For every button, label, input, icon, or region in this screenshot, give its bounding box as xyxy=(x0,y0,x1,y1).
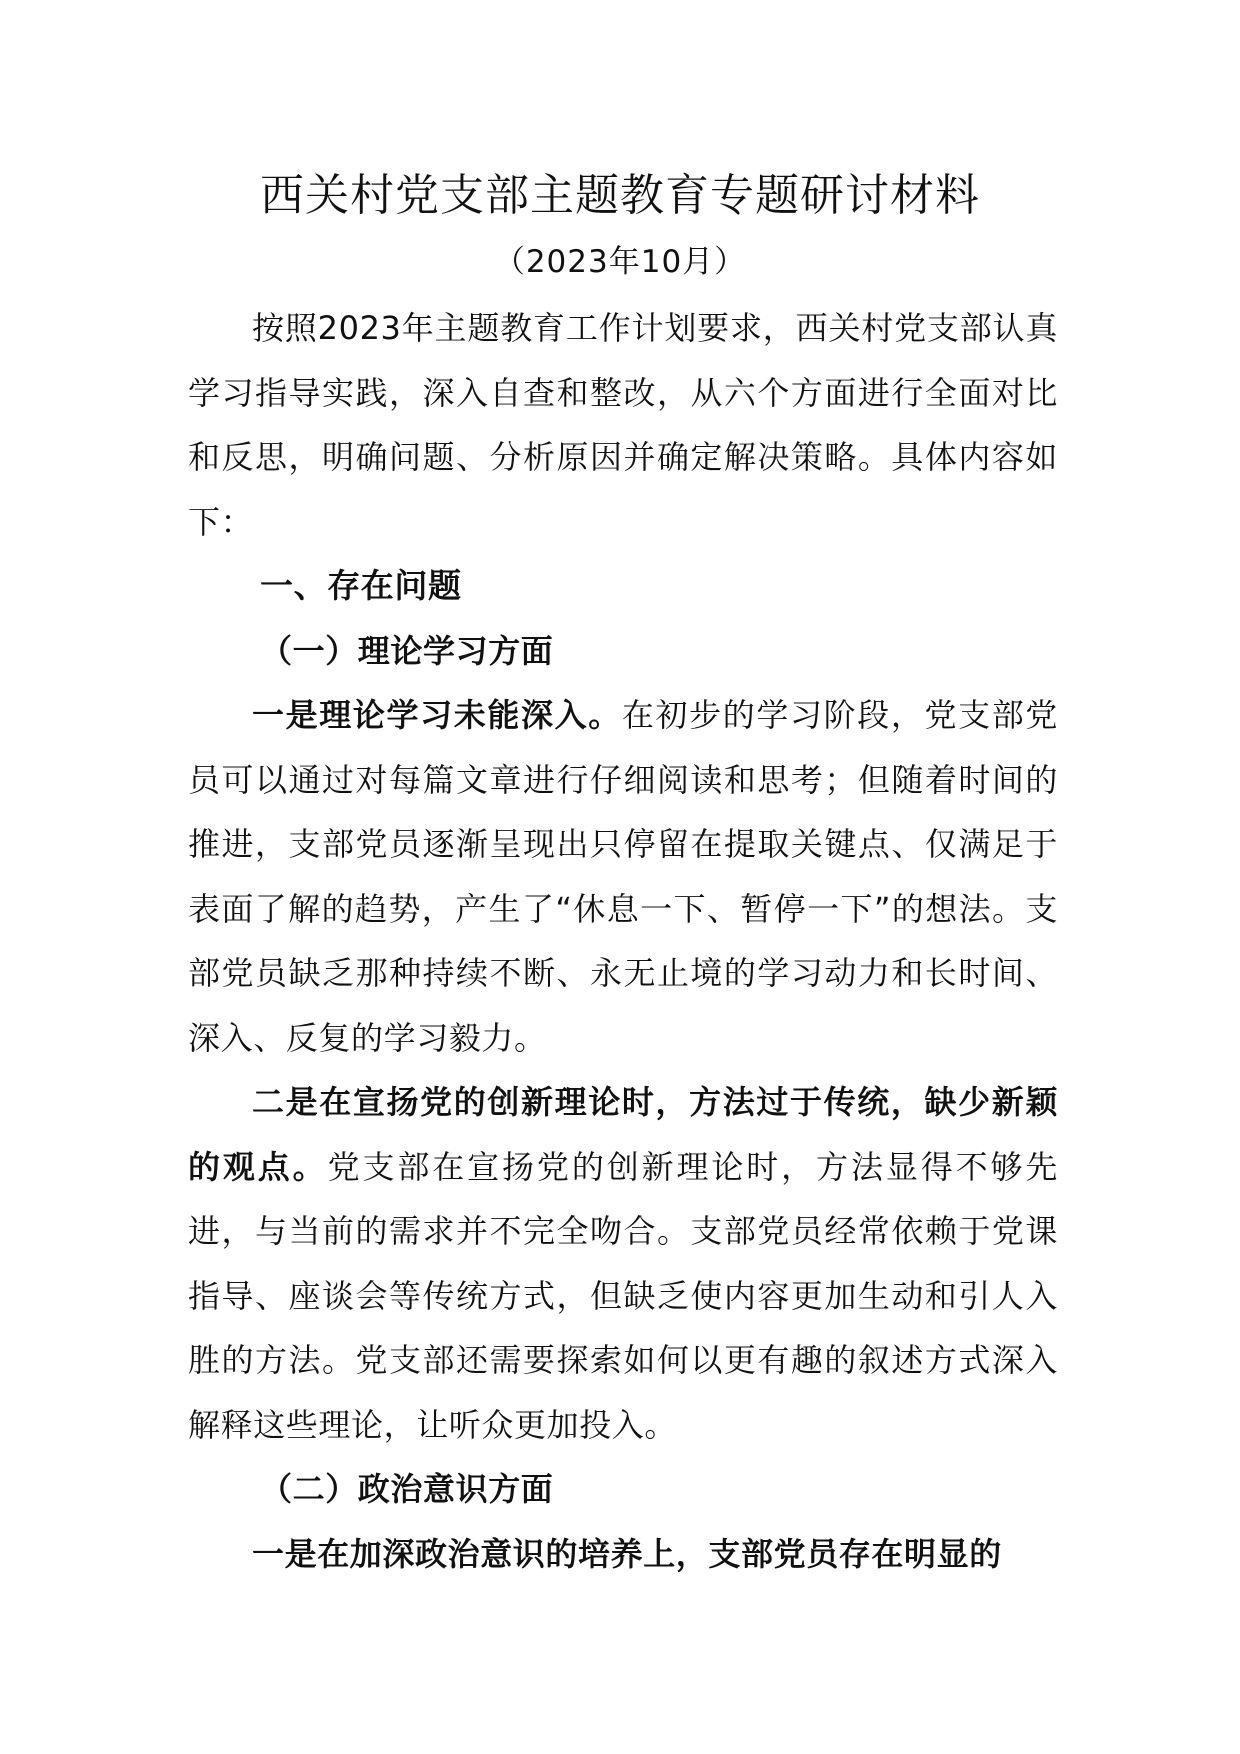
subsection-heading-politics: （二）政治意识方面 xyxy=(260,1470,554,1508)
paragraph-text: 党支部在宣扬党的创新理论时，方法显得不够先进，与当前的需求并不完全吻合。支部党员经常依赖于党课指导、座谈会等传统方式，但缺乏使内容更加生动和引人入胜的方法。党支部还需要探索如何以更有趣的叙述方式深入解释这些理论，让听众更加投入。 xyxy=(188,1147,1058,1444)
paragraph-lead: 一是理论学习未能深入。 xyxy=(252,696,622,734)
paragraph-text: 在初步的学习阶段，党支部党员可以通过对每篇文章进行仔细阅读和思考；但随着时间的推进，支部党员逐渐呈现出只停留在提取关键点、仅满足于表面了解的趋势，产生了“休息一下、暂停一下”的想法。支部党员缺乏那种持续不断、永无止境的学习动力和长时间、深入、反复的学习毅力。 xyxy=(188,696,1058,1057)
intro-paragraph: 按照2023年主题教育工作计划要求，西关村党支部认真学习指导实践，深入自查和整改，从六个方面进行全面对比和反思，明确问题、分析原因并确定解决策略。具体内容如下： xyxy=(188,309,1058,541)
subsection-heading-theory: （一）理论学习方面 xyxy=(260,631,554,670)
paragraph-theory-2 xyxy=(188,1070,1058,1457)
paragraph-politics-1 xyxy=(188,1522,1058,1587)
paragraph-lead: 一是在加深政治意识的培养上，支部党员存在明显的 xyxy=(252,1534,1002,1573)
document-body xyxy=(188,296,1058,1586)
document-title: 西关村党支部主题教育专题研讨材料 xyxy=(260,170,980,221)
paragraph-lead: 二是在宣扬党的创新理论时，方法过于传统，缺少新颖的观点。 xyxy=(188,1083,1058,1186)
section-heading-problems: 一、存在问题 xyxy=(260,566,462,605)
paragraph-theory-1 xyxy=(188,683,1058,1070)
document-date: （2023年10月） xyxy=(493,244,747,280)
